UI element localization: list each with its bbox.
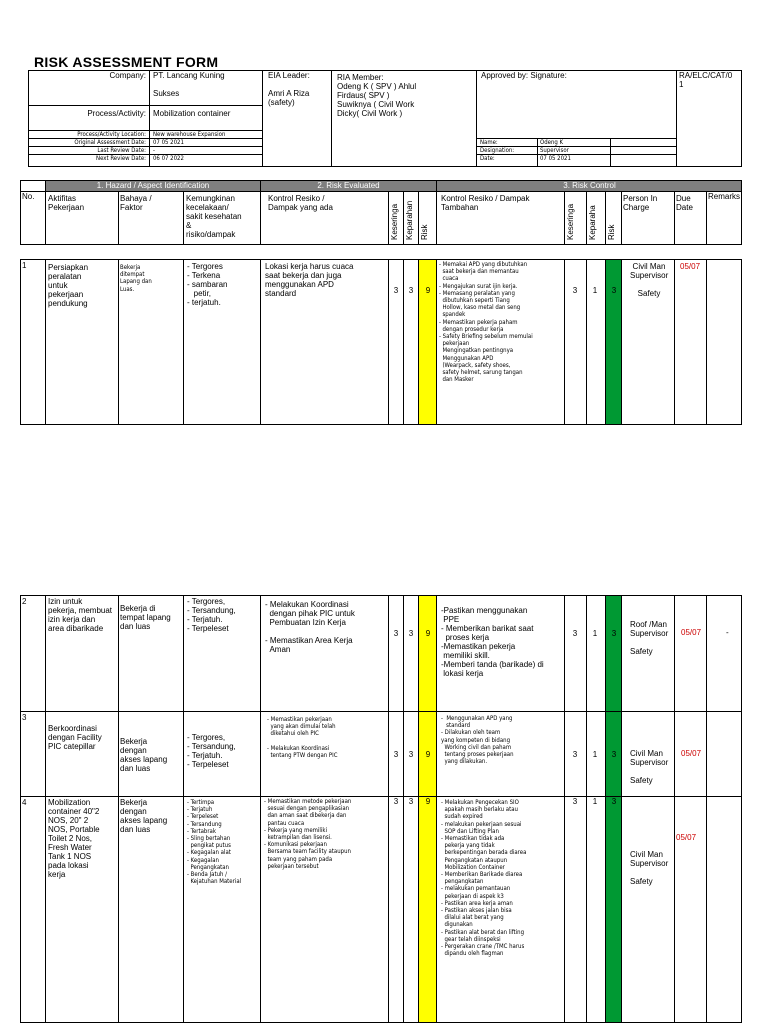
row-keparahan-2: 1 bbox=[592, 797, 598, 806]
row-due-date: 05/07 bbox=[680, 262, 701, 271]
row-risk-2: 3 bbox=[611, 750, 617, 759]
col-person-in-charge: Person In Charge bbox=[623, 194, 658, 212]
row-kemungkinan: - Tertimpa - Terjatuh - Terpeleset - Tersandung - Tertabrak - Sling bertahan pengikat putus - Kegagalan alat - Kegagalan Pengangkatan - Benda Jatuh / Kejatuhan Material bbox=[187, 799, 242, 886]
row-keseringan: 3 bbox=[393, 286, 399, 295]
eia-leader-value: Amri A Riza (safety) bbox=[268, 89, 310, 107]
row-due-date: 05/07 bbox=[681, 628, 702, 637]
col-keseringan: Keseringa bbox=[390, 203, 399, 240]
col-bahaya: Bahaya / Faktor bbox=[120, 194, 152, 212]
next-review-value: 06 07 2022 bbox=[153, 155, 184, 162]
process-value: Mobilization container bbox=[153, 109, 231, 118]
row-keparahan-2: 1 bbox=[592, 286, 598, 295]
row-keparahan-2: 1 bbox=[592, 629, 598, 638]
original-date-label: Original Assessment Date: bbox=[74, 139, 146, 146]
col-no: No. bbox=[22, 192, 35, 201]
col-risk-2: Risk bbox=[607, 224, 616, 240]
row-keseringan: 3 bbox=[393, 629, 399, 638]
col-kemungkinan: Kemungkinan kecelakaan/ sakit kesehatan & risiko/dampak bbox=[186, 194, 242, 239]
col-keseringan-2: Keseringa bbox=[566, 203, 575, 240]
row-person-in-charge: Civil Man Supervisor Safety bbox=[630, 749, 669, 785]
col-risk: Risk bbox=[420, 224, 429, 240]
row-number: 3 bbox=[22, 713, 27, 722]
row-risk-2: 3 bbox=[611, 629, 617, 638]
last-review-label: Last Review Date: bbox=[97, 147, 146, 154]
row-kontrol-tambahan: -Pastikan menggunakan PPE - Memberikan barikat saat proses kerja -Memastikan pekerja memiliki skill. -Memberi tanda (barikade) di lokasi kerja bbox=[441, 606, 544, 678]
row-number: 1 bbox=[22, 261, 27, 270]
ria-member-label: RIA Member: bbox=[337, 73, 384, 82]
row-risk-2: 3 bbox=[611, 797, 617, 806]
company-label: Company: bbox=[109, 71, 146, 80]
row-keparahan: 3 bbox=[408, 750, 414, 759]
approved-by-label: Approved by: Signature: bbox=[481, 71, 567, 80]
name-label: Name: bbox=[480, 139, 498, 146]
row-kontrol-tambahan: - Memakai APD yang dibutuhkan saat bekerja dan memantau cuaca - Mengajukan surat ijin kerja. - Memasang peralatan yang dibutuhkan seperti Tiang Hollow, kaso metal dan seng spandek - Memastikan pekerja paham dengan prosedur kerja - Safety Briefing sebelum memulai pekerjaan Mengingatkan pentingnya Menggunakan APD (Wearpack, safety shoes, safety helmet, sarung tangan dan Masker bbox=[439, 261, 533, 384]
row-kontrol: - Melakukan Koordinasi dengan pihak PIC untuk Pembuatan Izin Kerja - Memastikan Area Kerja Aman bbox=[265, 600, 355, 654]
row-keparahan: 3 bbox=[408, 629, 414, 638]
col-kontrol-tambahan: Kontrol Resiko / Dampak Tambahan bbox=[441, 194, 530, 212]
row-kemungkinan: - Tergores, - Tersandung, - Terjatuh. - Terpeleset bbox=[187, 733, 236, 769]
row-risk: 9 bbox=[425, 629, 431, 638]
form-title: RISK ASSESSMENT FORM bbox=[34, 54, 219, 70]
company-value-line1: PT. Lancang Kuning bbox=[153, 71, 225, 80]
row-person-in-charge: Civil Man Supervisor Safety bbox=[630, 850, 669, 886]
section-hazard-identification: 1. Hazard / Aspect Identification bbox=[46, 180, 260, 191]
row-remarks: - bbox=[726, 628, 729, 637]
location-label: Process/Activity Location: bbox=[77, 131, 146, 138]
date-value: 07 05 2021 bbox=[540, 155, 571, 162]
designation-value: Supervisor bbox=[540, 147, 569, 154]
document-code: RA/ELC/CAT/0 1 bbox=[679, 71, 733, 89]
row-due-date: 05/07 bbox=[681, 749, 702, 758]
row-keseringan-2: 3 bbox=[572, 750, 578, 759]
row-kontrol-tambahan: - Menggunakan APD yang standard - Dilakukan oleh team yang kompeten di bidang Working civil dan paham tentang proses pekerjaan yang dilakukan. bbox=[441, 715, 514, 766]
row-keseringan: 3 bbox=[393, 750, 399, 759]
row-kemungkinan: - Tergores, - Tersandung, - Terjatuh. - Terpeleset bbox=[187, 597, 236, 633]
name-value: Odeng K bbox=[540, 139, 564, 146]
row-keparahan-2: 1 bbox=[592, 750, 598, 759]
risk-cell-high bbox=[419, 596, 436, 1022]
company-value-line2: Sukses bbox=[153, 89, 180, 98]
designation-label: Designation: bbox=[480, 147, 515, 154]
row-keseringan-2: 3 bbox=[572, 629, 578, 638]
row-aktifitas: Berkoordinasi dengan Facility PIC catepillar bbox=[48, 724, 102, 751]
date-label: Date: bbox=[480, 155, 495, 162]
col-remarks: Remarks bbox=[708, 192, 741, 201]
row-kontrol: - Memastikan pekerjaan yang akan dimulai telah diketahui oleh PIC - Melakukan Koordinasi tentang PTW dengan PIC bbox=[267, 716, 338, 760]
row-keparahan: 3 bbox=[408, 797, 414, 806]
original-date-value: 07 05 2021 bbox=[153, 139, 184, 146]
row-risk: 9 bbox=[425, 797, 431, 806]
row-kemungkinan: - Tergores - Terkena - sambaran petir, - terjatuh. bbox=[187, 262, 228, 307]
row-keseringan: 3 bbox=[393, 797, 399, 806]
row-risk: 9 bbox=[425, 286, 431, 295]
row-keseringan-2: 3 bbox=[572, 286, 578, 295]
risk-cell-low bbox=[606, 260, 621, 424]
process-label: Process/Activity: bbox=[87, 109, 146, 118]
row-number: 2 bbox=[22, 597, 27, 606]
row-keparahan: 3 bbox=[408, 286, 414, 295]
row-keseringan-2: 3 bbox=[572, 797, 578, 806]
row-bahaya: Bekerja dengan akses lapang dan luas bbox=[120, 798, 168, 834]
ria-member-value: Odeng K ( SPV ) Ahlul Firdaus( SPV ) Suwiknya ( Civil Work Dicky( Civil Work ) bbox=[337, 82, 417, 118]
col-keparahan-2: Keparaha bbox=[588, 205, 597, 240]
row-aktifitas: Persiapkan peralatan untuk pekerjaan pendukung bbox=[48, 263, 89, 308]
row-aktifitas: Mobilization container 40"2 NOS, 20" 2 NOS, Portable Toilet 2 Nos, Fresh Water Tank 1 NOS pada lokasi kerja bbox=[48, 798, 100, 879]
risk-cell-high bbox=[419, 260, 436, 424]
row-risk: 9 bbox=[425, 750, 431, 759]
row-kontrol: - Memastikan metode pekerjaan sesuai dengan pengaplikasian dan aman saat dibekerja dan pantau cuaca - Pekerja yang memiliki ketrampilan dan lisensi. - Komunikasi pekerjaan Bersama team facility ataupun team yang paham pada pekerjaan tersebut bbox=[264, 798, 352, 870]
row-number: 4 bbox=[22, 798, 27, 807]
col-kontrol-resiko: Kontrol Resiko / Dampak yang ada bbox=[268, 194, 333, 212]
row-aktifitas: Izin untuk pekerja, membuat izin kerja dan area dibarikade bbox=[48, 597, 113, 633]
next-review-label: Next Review Date: bbox=[96, 155, 146, 162]
row-person-in-charge: Civil Man Supervisor Safety bbox=[630, 262, 669, 298]
last-review-value: - bbox=[153, 147, 155, 154]
row-kontrol-tambahan: - Melakukan Pengecekan SIO apakah masih berlaku atau sudah expired - melakukan pekerjaan sesuai SOP dan Lifting Plan - Memastikan tidak ada pekerja yang tidak berkepentingan berada diarea Pengangkatan ataupun Mobilization Container - Memberikan Barikade diarea pengangkatan - melakukan pemantauan pekerjaan di aspek k3 - Pastikan area kerja aman - Pastikan akses jalan bisa dilalui alat berat yang digunakan - Pastikan alat berat dan lifting gear telah diinspeksi - Pergerakan crane /TMC harus dipandu oleh flagman bbox=[441, 799, 527, 958]
row-bahaya: Bekerja dengan akses lapang dan luas bbox=[120, 737, 168, 773]
row-kontrol: Lokasi kerja harus cuaca saat bekerja dan juga menggunakan APD standard bbox=[265, 262, 354, 298]
section-risk-evaluated: 2. Risk Evaluated bbox=[261, 180, 436, 191]
row-bahaya: Bekerja ditempat Lapang dan Luas. bbox=[120, 264, 152, 293]
row-person-in-charge: Roof /Man Supervisor Safety bbox=[630, 620, 669, 656]
row-risk-2: 3 bbox=[611, 286, 617, 295]
row-due-date: 05/07 bbox=[676, 833, 697, 842]
col-keparahan: Keparahan bbox=[405, 200, 414, 240]
col-aktifitas: Aktifitas Pekerjaan bbox=[48, 194, 85, 212]
location-value: New warehouse Expansion bbox=[153, 131, 226, 138]
col-due-date: Due Date bbox=[676, 194, 693, 212]
row-bahaya: Bekerja di tempat lapang dan luas bbox=[120, 604, 171, 631]
section-risk-control: 3. Risk Control bbox=[437, 180, 742, 191]
risk-cell-low bbox=[606, 596, 621, 1022]
eia-leader-label: EIA Leader: bbox=[268, 71, 310, 80]
